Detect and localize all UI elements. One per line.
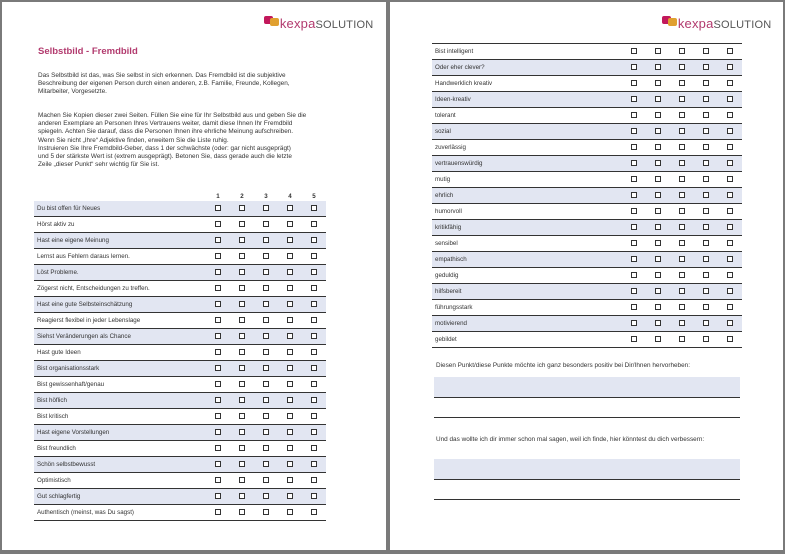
rating-table-2	[432, 43, 742, 348]
rating-checkbox-1[interactable]	[215, 205, 221, 211]
trait-label: Ideen-kreativ	[432, 92, 622, 108]
rating-row	[432, 252, 742, 268]
rating-checkbox-5[interactable]	[311, 221, 317, 227]
rating-checkbox-5[interactable]	[727, 176, 733, 182]
rating-checkbox-4[interactable]	[703, 304, 709, 310]
rating-checkbox-3[interactable]	[263, 509, 269, 515]
rating-checkbox-2[interactable]	[655, 336, 661, 342]
rating-checkbox-3[interactable]	[679, 160, 685, 166]
rating-row	[432, 60, 742, 76]
rating-checkbox-4[interactable]	[703, 240, 709, 246]
rating-checkbox-1[interactable]	[215, 301, 221, 307]
trait-label: Authentisch (meinst, was Du sagst)	[34, 505, 206, 521]
rating-checkbox-1[interactable]	[631, 192, 637, 198]
trait-label: hilfsbereit	[432, 284, 622, 300]
trait-label: Gut schlagfertig	[34, 489, 206, 505]
rating-checkbox-5[interactable]	[311, 253, 317, 259]
rating-checkbox-3[interactable]	[679, 208, 685, 214]
rating-row	[432, 300, 742, 316]
rating-checkbox-1[interactable]	[215, 397, 221, 403]
trait-label: Hast eine eigene Meinung	[34, 233, 206, 249]
rating-row	[34, 345, 326, 361]
trait-label: kritikfähig	[432, 220, 622, 236]
rating-checkbox-1[interactable]	[215, 445, 221, 451]
rating-row	[432, 236, 742, 252]
logo-mark-icon	[662, 16, 678, 28]
rating-checkbox-5[interactable]	[727, 320, 733, 326]
rating-checkbox-5[interactable]	[727, 336, 733, 342]
rating-checkbox-3[interactable]	[263, 237, 269, 243]
rating-checkbox-2[interactable]	[655, 112, 661, 118]
kexpa-logo: kexpaSOLUTION	[264, 16, 373, 31]
rating-checkbox-4[interactable]	[287, 461, 293, 467]
rating-checkbox-2[interactable]	[655, 80, 661, 86]
rating-checkbox-3[interactable]	[679, 224, 685, 230]
rating-checkbox-3[interactable]	[679, 272, 685, 278]
rating-checkbox-1[interactable]	[631, 64, 637, 70]
trait-label: führungsstark	[432, 300, 622, 316]
instruction-paragraph: Machen Sie Kopien dieser zwei Seiten. Füllen Sie eine für Ihr Selbstbild aus und geben Sie die anderen Exemplare an Personen Ihres Vertrauens weiter, damit diese Ihnen Ihr Fremdbild spiegeln. Achten Sie darauf, dass die Personen Ihnen ihre ehrliche Meinung aufschreiben. Wenn Sie nicht „Ihre“ Adjektive finden, erweitern Sie die Liste ruhig. Instruieren Sie Ihre Fremdbild-Geber, dass 1 der schwächste (oder: gar nicht ausgeprägt) und 5 der stärkste Wert ist (extrem ausgeprägt). Betonen Sie, dass gerade auch die letzte Zeile „dieser Punkt“ sehr wichtig für Sie ist.	[38, 112, 307, 169]
rating-checkbox-3[interactable]	[263, 493, 269, 499]
page-title: Selbstbild - Fremdbild	[38, 46, 138, 57]
rating-checkbox-5[interactable]	[311, 477, 317, 483]
rating-row	[432, 172, 742, 188]
rating-checkbox-2[interactable]	[239, 205, 245, 211]
trait-label: humorvoll	[432, 204, 622, 220]
rating-checkbox-1[interactable]	[215, 221, 221, 227]
rating-checkbox-1[interactable]	[215, 461, 221, 467]
rating-checkbox-4[interactable]	[287, 477, 293, 483]
rating-checkbox-5[interactable]	[311, 381, 317, 387]
rating-checkbox-4[interactable]	[703, 112, 709, 118]
rating-checkbox-1[interactable]	[631, 112, 637, 118]
rating-checkbox-1[interactable]	[215, 365, 221, 371]
rating-checkbox-4[interactable]	[703, 192, 709, 198]
rating-checkbox-5[interactable]	[727, 160, 733, 166]
rating-checkbox-2[interactable]	[239, 349, 245, 355]
rating-row	[34, 457, 326, 473]
trait-label: Bist höflich	[34, 393, 206, 409]
rating-checkbox-5[interactable]	[727, 144, 733, 150]
rating-checkbox-1[interactable]	[631, 272, 637, 278]
rating-checkbox-1[interactable]	[215, 269, 221, 275]
rating-checkbox-2[interactable]	[239, 445, 245, 451]
trait-label: Hast eigene Vorstellungen	[34, 425, 206, 441]
rating-checkbox-4[interactable]	[703, 48, 709, 54]
rating-checkbox-4[interactable]	[703, 96, 709, 102]
rating-row	[34, 409, 326, 425]
rating-checkbox-2[interactable]	[655, 48, 661, 54]
rating-checkbox-5[interactable]	[727, 288, 733, 294]
trait-label: Du bist offen für Neues	[34, 201, 206, 217]
rating-checkbox-3[interactable]	[263, 253, 269, 259]
rating-checkbox-1[interactable]	[631, 160, 637, 166]
positive-answer-line-2[interactable]	[434, 397, 740, 418]
rating-checkbox-2[interactable]	[655, 288, 661, 294]
rating-checkbox-4[interactable]	[703, 272, 709, 278]
rating-row	[432, 124, 742, 140]
trait-label: Bist gewissenhaft/genau	[34, 377, 206, 393]
rating-checkbox-5[interactable]	[311, 365, 317, 371]
rating-checkbox-1[interactable]	[215, 285, 221, 291]
trait-label: Zögerst nicht, Entscheidungen zu treffen.	[34, 281, 206, 297]
rating-checkbox-3[interactable]	[679, 64, 685, 70]
rating-checkbox-2[interactable]	[239, 397, 245, 403]
rating-checkbox-2[interactable]	[239, 301, 245, 307]
rating-checkbox-1[interactable]	[631, 208, 637, 214]
rating-checkbox-4[interactable]	[287, 317, 293, 323]
rating-checkbox-3[interactable]	[263, 349, 269, 355]
rating-checkbox-2[interactable]	[239, 317, 245, 323]
rating-checkbox-4[interactable]	[703, 160, 709, 166]
rating-checkbox-5[interactable]	[311, 461, 317, 467]
rating-checkbox-3[interactable]	[263, 429, 269, 435]
rating-checkbox-1[interactable]	[215, 413, 221, 419]
rating-checkbox-5[interactable]	[727, 128, 733, 134]
rating-checkbox-1[interactable]	[631, 320, 637, 326]
rating-checkbox-1[interactable]	[631, 288, 637, 294]
scale-label: 2	[240, 192, 244, 200]
rating-row	[432, 284, 742, 300]
rating-checkbox-4[interactable]	[287, 445, 293, 451]
rating-checkbox-1[interactable]	[631, 240, 637, 246]
rating-checkbox-5[interactable]	[727, 208, 733, 214]
rating-checkbox-5[interactable]	[727, 192, 733, 198]
rating-checkbox-4[interactable]	[287, 381, 293, 387]
rating-checkbox-4[interactable]	[703, 80, 709, 86]
page-two	[390, 2, 783, 550]
rating-row	[432, 44, 742, 60]
rating-checkbox-1[interactable]	[631, 144, 637, 150]
rating-checkbox-3[interactable]	[263, 317, 269, 323]
trait-label: Hast gute Ideen	[34, 345, 206, 361]
rating-checkbox-4[interactable]	[703, 64, 709, 70]
rating-checkbox-2[interactable]	[239, 493, 245, 499]
rating-checkbox-2[interactable]	[655, 160, 661, 166]
rating-checkbox-5[interactable]	[727, 96, 733, 102]
rating-checkbox-2[interactable]	[655, 96, 661, 102]
trait-label: Handwerklich kreativ	[432, 76, 622, 92]
scale-label: 3	[264, 192, 268, 200]
rating-checkbox-3[interactable]	[263, 477, 269, 483]
rating-checkbox-2[interactable]	[239, 365, 245, 371]
rating-checkbox-3[interactable]	[679, 80, 685, 86]
rating-checkbox-1[interactable]	[631, 224, 637, 230]
rating-checkbox-4[interactable]	[703, 336, 709, 342]
rating-checkbox-1[interactable]	[215, 317, 221, 323]
trait-label: Löst Probleme.	[34, 265, 206, 281]
rating-checkbox-5[interactable]	[311, 317, 317, 323]
trait-label: gebildet	[432, 332, 622, 348]
rating-checkbox-4[interactable]	[703, 128, 709, 134]
rating-checkbox-3[interactable]	[679, 304, 685, 310]
rating-row	[432, 188, 742, 204]
rating-checkbox-1[interactable]	[631, 176, 637, 182]
rating-checkbox-4[interactable]	[703, 288, 709, 294]
rating-checkbox-5[interactable]	[311, 269, 317, 275]
rating-checkbox-1[interactable]	[215, 333, 221, 339]
trait-label: Oder eher clever?	[432, 60, 622, 76]
trait-label: tolerant	[432, 108, 622, 124]
rating-row	[34, 377, 326, 393]
rating-checkbox-3[interactable]	[263, 333, 269, 339]
rating-checkbox-1[interactable]	[631, 304, 637, 310]
rating-row	[34, 281, 326, 297]
rating-checkbox-5[interactable]	[727, 64, 733, 70]
scale-label: 4	[288, 192, 292, 200]
rating-checkbox-5[interactable]	[311, 301, 317, 307]
rating-checkbox-3[interactable]	[263, 413, 269, 419]
rating-checkbox-3[interactable]	[679, 96, 685, 102]
trait-label: sozial	[432, 124, 622, 140]
rating-checkbox-2[interactable]	[239, 285, 245, 291]
rating-checkbox-5[interactable]	[311, 237, 317, 243]
rating-checkbox-1[interactable]	[215, 349, 221, 355]
improve-answer-line-2[interactable]	[434, 479, 740, 500]
rating-checkbox-2[interactable]	[239, 269, 245, 275]
trait-label: Bist organisationsstark	[34, 361, 206, 377]
rating-checkbox-4[interactable]	[703, 208, 709, 214]
rating-checkbox-3[interactable]	[263, 365, 269, 371]
rating-row	[432, 268, 742, 284]
rating-checkbox-5[interactable]	[727, 240, 733, 246]
rating-checkbox-4[interactable]	[287, 253, 293, 259]
trait-label: geduldig	[432, 268, 622, 284]
intro-paragraph: Das Selbstbild ist das, was Sie selbst in sich erkennen. Das Fremdbild ist die subjektive Beschreibung der eigenen Person durch einen anderen, z.B. Familie, Freunde, Kollegen, Mitarbeiter, Vorgesetzte.	[38, 72, 290, 96]
rating-checkbox-3[interactable]	[679, 240, 685, 246]
rating-checkbox-3[interactable]	[263, 269, 269, 275]
rating-checkbox-5[interactable]	[727, 224, 733, 230]
trait-label: Bist kritisch	[34, 409, 206, 425]
trait-label: Reagierst flexibel in jeder Lebenslage	[34, 313, 206, 329]
rating-checkbox-5[interactable]	[311, 349, 317, 355]
improve-answer-line-1[interactable]	[434, 459, 740, 480]
trait-label: Optimistisch	[34, 473, 206, 489]
rating-row	[34, 233, 326, 249]
rating-checkbox-5[interactable]	[311, 333, 317, 339]
rating-checkbox-1[interactable]	[215, 493, 221, 499]
page-one	[2, 2, 386, 550]
rating-checkbox-4[interactable]	[287, 237, 293, 243]
rating-checkbox-2[interactable]	[655, 144, 661, 150]
rating-checkbox-2[interactable]	[655, 304, 661, 310]
trait-label: mutig	[432, 172, 622, 188]
rating-row	[34, 297, 326, 313]
rating-checkbox-2[interactable]	[239, 253, 245, 259]
rating-checkbox-2[interactable]	[655, 240, 661, 246]
scale-header-row	[34, 191, 326, 201]
rating-checkbox-3[interactable]	[263, 445, 269, 451]
rating-checkbox-2[interactable]	[239, 461, 245, 467]
rating-checkbox-4[interactable]	[287, 301, 293, 307]
rating-checkbox-3[interactable]	[263, 205, 269, 211]
rating-row	[34, 441, 326, 457]
rating-row	[34, 265, 326, 281]
trait-label: Bist intelligent	[432, 44, 622, 60]
trait-label: Siehst Veränderungen als Chance	[34, 329, 206, 345]
rating-checkbox-2[interactable]	[655, 224, 661, 230]
rating-checkbox-1[interactable]	[631, 48, 637, 54]
rating-row	[432, 316, 742, 332]
rating-checkbox-4[interactable]	[287, 269, 293, 275]
rating-checkbox-1[interactable]	[215, 253, 221, 259]
rating-checkbox-5[interactable]	[727, 80, 733, 86]
rating-checkbox-1[interactable]	[215, 429, 221, 435]
rating-checkbox-2[interactable]	[239, 333, 245, 339]
rating-checkbox-3[interactable]	[263, 397, 269, 403]
rating-checkbox-5[interactable]	[311, 429, 317, 435]
rating-checkbox-1[interactable]	[631, 256, 637, 262]
improve-prompt: Und das wollte ich dir immer schon mal sagen, weil ich finde, hier könntest du dich verbessern:	[436, 436, 705, 443]
rating-checkbox-4[interactable]	[287, 397, 293, 403]
trait-label: empathisch	[432, 252, 622, 268]
rating-checkbox-5[interactable]	[311, 445, 317, 451]
rating-checkbox-4[interactable]	[703, 176, 709, 182]
rating-checkbox-5[interactable]	[311, 205, 317, 211]
rating-checkbox-2[interactable]	[239, 509, 245, 515]
rating-checkbox-4[interactable]	[703, 256, 709, 262]
rating-checkbox-3[interactable]	[679, 112, 685, 118]
rating-row	[34, 473, 326, 489]
trait-label: zuverlässig	[432, 140, 622, 156]
rating-checkbox-3[interactable]	[263, 461, 269, 467]
rating-checkbox-5[interactable]	[727, 112, 733, 118]
trait-label: Bist freundlich	[34, 441, 206, 457]
rating-checkbox-4[interactable]	[703, 224, 709, 230]
rating-checkbox-4[interactable]	[287, 509, 293, 515]
scale-label: 1	[216, 192, 220, 200]
rating-checkbox-2[interactable]	[239, 413, 245, 419]
rating-checkbox-3[interactable]	[679, 128, 685, 134]
rating-checkbox-5[interactable]	[727, 304, 733, 310]
rating-checkbox-4[interactable]	[703, 144, 709, 150]
rating-checkbox-3[interactable]	[263, 301, 269, 307]
rating-row	[34, 393, 326, 409]
rating-row	[34, 425, 326, 441]
rating-checkbox-2[interactable]	[655, 256, 661, 262]
scale-label: 5	[312, 192, 316, 200]
rating-checkbox-2[interactable]	[655, 176, 661, 182]
rating-checkbox-2[interactable]	[239, 237, 245, 243]
positive-prompt: Diesen Punkt/diese Punkte möchte ich ganz besonders positiv bei Dir/Ihnen hervorheben:	[436, 362, 690, 369]
rating-row	[34, 361, 326, 377]
rating-checkbox-1[interactable]	[631, 80, 637, 86]
rating-checkbox-1[interactable]	[631, 128, 637, 134]
rating-checkbox-4[interactable]	[287, 333, 293, 339]
rating-checkbox-4[interactable]	[287, 493, 293, 499]
rating-row	[34, 201, 326, 217]
rating-row	[432, 92, 742, 108]
rating-checkbox-2[interactable]	[655, 272, 661, 278]
rating-checkbox-3[interactable]	[679, 256, 685, 262]
trait-label: Hörst aktiv zu	[34, 217, 206, 233]
rating-checkbox-1[interactable]	[631, 96, 637, 102]
logo-mark-icon	[264, 16, 280, 28]
rating-checkbox-2[interactable]	[239, 477, 245, 483]
rating-checkbox-4[interactable]	[287, 365, 293, 371]
rating-checkbox-5[interactable]	[727, 256, 733, 262]
rating-checkbox-3[interactable]	[679, 336, 685, 342]
rating-row	[432, 76, 742, 92]
rating-checkbox-2[interactable]	[655, 64, 661, 70]
rating-checkbox-5[interactable]	[311, 413, 317, 419]
rating-checkbox-1[interactable]	[215, 381, 221, 387]
rating-checkbox-4[interactable]	[287, 429, 293, 435]
rating-row	[34, 313, 326, 329]
rating-checkbox-3[interactable]	[263, 221, 269, 227]
rating-checkbox-2[interactable]	[655, 192, 661, 198]
rating-row	[432, 204, 742, 220]
rating-checkbox-3[interactable]	[263, 285, 269, 291]
rating-row	[432, 140, 742, 156]
kexpa-logo: kexpaSOLUTION	[662, 16, 771, 31]
rating-checkbox-2[interactable]	[655, 128, 661, 134]
rating-checkbox-4[interactable]	[287, 413, 293, 419]
rating-table-1	[34, 191, 326, 521]
rating-checkbox-5[interactable]	[311, 493, 317, 499]
rating-checkbox-3[interactable]	[679, 48, 685, 54]
rating-row	[34, 329, 326, 345]
rating-checkbox-2[interactable]	[239, 429, 245, 435]
rating-checkbox-1[interactable]	[215, 509, 221, 515]
rating-row	[432, 108, 742, 124]
rating-checkbox-4[interactable]	[287, 349, 293, 355]
rating-checkbox-4[interactable]	[287, 285, 293, 291]
rating-checkbox-5[interactable]	[311, 285, 317, 291]
rating-checkbox-2[interactable]	[655, 320, 661, 326]
rating-row	[432, 332, 742, 348]
rating-row	[432, 156, 742, 172]
rating-row	[34, 505, 326, 521]
rating-checkbox-2[interactable]	[239, 221, 245, 227]
rating-checkbox-2[interactable]	[655, 208, 661, 214]
rating-checkbox-4[interactable]	[287, 205, 293, 211]
rating-row	[34, 489, 326, 505]
trait-label: ehrlich	[432, 188, 622, 204]
rating-checkbox-1[interactable]	[215, 237, 221, 243]
trait-label: Hast eine gute Selbsteinschätzung	[34, 297, 206, 313]
positive-answer-line-1[interactable]	[434, 377, 740, 398]
rating-checkbox-1[interactable]	[215, 477, 221, 483]
rating-checkbox-5[interactable]	[311, 509, 317, 515]
rating-checkbox-2[interactable]	[239, 381, 245, 387]
rating-checkbox-4[interactable]	[287, 221, 293, 227]
rating-checkbox-3[interactable]	[679, 176, 685, 182]
trait-label: motivierend	[432, 316, 622, 332]
rating-checkbox-3[interactable]	[679, 320, 685, 326]
rating-checkbox-5[interactable]	[311, 397, 317, 403]
rating-checkbox-5[interactable]	[727, 48, 733, 54]
rating-row	[34, 249, 326, 265]
rating-row	[432, 220, 742, 236]
trait-label: Lernst aus Fehlern daraus lernen.	[34, 249, 206, 265]
rating-checkbox-3[interactable]	[263, 381, 269, 387]
rating-checkbox-1[interactable]	[631, 336, 637, 342]
trait-label: Schön selbstbewusst	[34, 457, 206, 473]
rating-checkbox-5[interactable]	[727, 272, 733, 278]
trait-label: sensibel	[432, 236, 622, 252]
rating-checkbox-3[interactable]	[679, 192, 685, 198]
rating-checkbox-3[interactable]	[679, 144, 685, 150]
trait-label: vertrauenswürdig	[432, 156, 622, 172]
rating-row	[34, 217, 326, 233]
rating-checkbox-3[interactable]	[679, 288, 685, 294]
rating-checkbox-4[interactable]	[703, 320, 709, 326]
